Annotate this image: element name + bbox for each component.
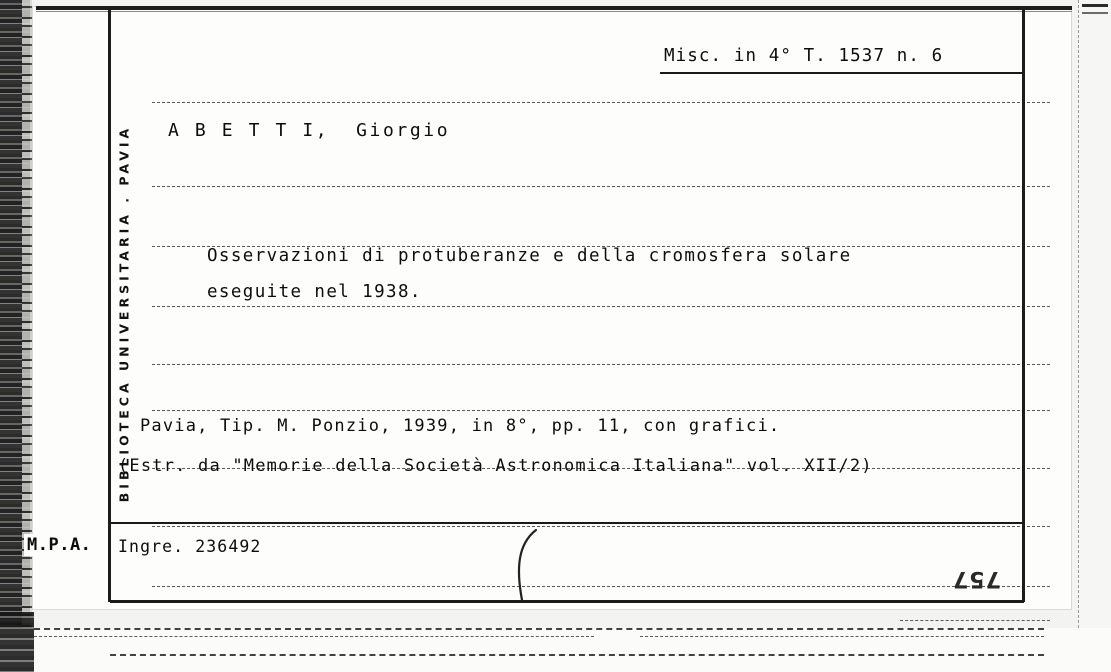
guide-line <box>152 364 1050 365</box>
guide-line <box>152 306 1050 307</box>
scan-artifact-line <box>34 636 594 637</box>
film-corner-artifact <box>0 612 34 672</box>
guide-line <box>152 410 1050 411</box>
pen-mark-icon <box>500 528 560 602</box>
scan-artifact-line <box>900 620 1050 621</box>
shelfmark-text: Misc. in 4° T. 1537 n. 6 <box>664 46 944 66</box>
author-heading: A B E T T I, Giorgio <box>168 120 451 141</box>
guide-line <box>152 102 1050 103</box>
title-line-1: Osservazioni di protuberanze e della cromosfera solare <box>207 246 852 266</box>
card-right-rule <box>1022 8 1025 602</box>
accession-number-text: Ingre. 236492 <box>118 537 262 556</box>
guide-line <box>152 526 1050 527</box>
title-line-2: eseguite nel 1938. <box>207 282 422 302</box>
film-registration-mark <box>1082 4 1108 7</box>
card-bottom-border <box>110 600 1024 603</box>
scan-artifact-line <box>110 654 1044 656</box>
catalogue-card <box>32 6 1072 610</box>
card-top-border <box>36 6 1072 10</box>
guide-line <box>152 586 1050 587</box>
imprint-text: Pavia, Tip. M. Ponzio, 1939, in 8°, pp. 11, con grafici. <box>140 416 781 436</box>
scan-artifact-line <box>34 628 1044 630</box>
film-right-margin <box>1078 0 1111 628</box>
card-top-border-shadow <box>36 11 1072 12</box>
shelfmark-underline <box>660 72 1022 74</box>
film-registration-mark-secondary <box>1082 12 1108 14</box>
page-bottom-margin <box>0 628 1111 672</box>
guide-line <box>152 186 1050 187</box>
series-note-text: (Estr. da "Memorie della Società Astronomica Italiana" vol. XII/2) <box>118 456 873 476</box>
library-stamp-text: BIBLIOTECA UNIVERSITARIA . PAVIA <box>116 124 132 503</box>
accession-separator-rule <box>110 522 1022 524</box>
pencil-number: 757 <box>952 566 1001 591</box>
scan-artifact-line <box>640 636 1044 637</box>
accession-department-stamp: M.P.A. <box>24 534 94 556</box>
card-left-column-rule <box>108 8 111 602</box>
